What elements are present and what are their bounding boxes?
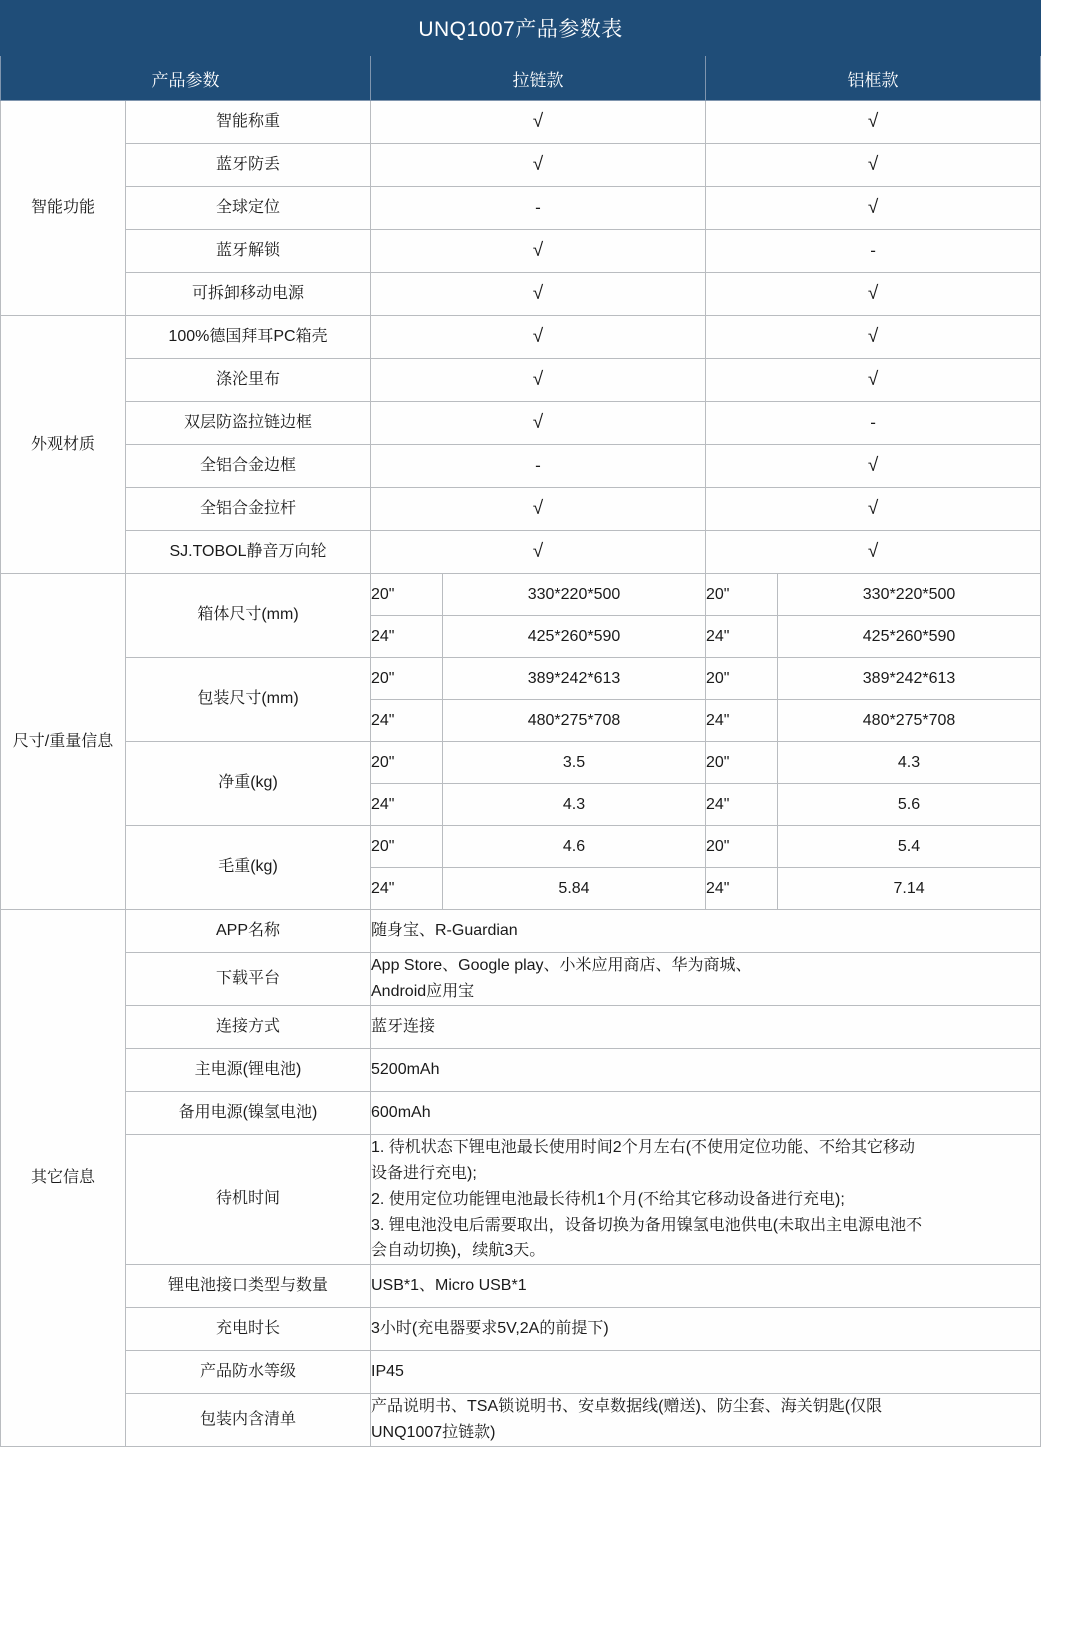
param-name: 净重(kg) [126, 742, 371, 826]
size-label-zipper: 20" [371, 742, 443, 784]
param-name: 箱体尺寸(mm) [126, 574, 371, 658]
check-icon: √ [532, 369, 544, 390]
value-zipper [371, 316, 706, 359]
value-zipper [371, 445, 706, 488]
table-row [1, 574, 1041, 616]
table-row [1, 402, 1041, 445]
group-label-smart: 智能功能 [1, 101, 126, 316]
value-zipper [371, 187, 706, 230]
table-row [1, 826, 1041, 868]
value-zipper [371, 144, 706, 187]
size-label-zipper: 20" [371, 658, 443, 700]
value-aluminum [706, 402, 1041, 445]
size-label-zipper: 20" [371, 826, 443, 868]
value-zipper: 389*242*613 [443, 658, 706, 700]
value-zipper [371, 101, 706, 144]
value-zipper: 330*220*500 [443, 574, 706, 616]
group-label-appearance: 外观材质 [1, 316, 126, 574]
value-zipper: 5.84 [443, 868, 706, 910]
param-name: 包装尺寸(mm) [126, 658, 371, 742]
table-row [1, 316, 1041, 359]
value-aluminum [706, 187, 1041, 230]
value-zipper [371, 402, 706, 445]
table-row [1, 910, 1041, 953]
value-package-list [371, 1394, 1041, 1447]
check-icon: √ [532, 498, 544, 519]
table-row [1, 187, 1041, 230]
check-icon: √ [532, 326, 544, 347]
value-aluminum: 5.4 [778, 826, 1041, 868]
check-icon: √ [532, 154, 544, 175]
size-label-aluminum: 24" [706, 868, 778, 910]
standby-line: 3. 锂电池没电后需要取出，设备切换为备用镍氢电池供电(未取出主电源电池不 [371, 1216, 923, 1234]
value-zipper: 4.3 [443, 784, 706, 826]
table-row [1, 1308, 1041, 1351]
param-name: 全球定位 [126, 187, 371, 230]
dash-icon: - [870, 413, 876, 432]
value-aluminum: 4.3 [778, 742, 1041, 784]
check-icon: √ [867, 498, 879, 519]
table-row [1, 1394, 1041, 1447]
size-label-aluminum: 20" [706, 826, 778, 868]
table-row [1, 742, 1041, 784]
value-charge-time: 3小时(充电器要求5V,2A的前提下) [371, 1308, 1041, 1351]
param-name: 全铝合金边框 [126, 445, 371, 488]
size-label-zipper: 24" [371, 700, 443, 742]
value-aluminum: 7.14 [778, 868, 1041, 910]
sheet-title: UNQ1007产品参数表 [1, 1, 1041, 56]
check-icon: √ [867, 455, 879, 476]
param-name: 智能称重 [126, 101, 371, 144]
group-label-other: 其它信息 [1, 910, 126, 1447]
value-connection-type: 蓝牙连接 [371, 1005, 1041, 1048]
param-name: 双层防盗拉链边框 [126, 402, 371, 445]
value-line: 产品说明书、TSA锁说明书、安卓数据线(赠送)、防尘套、海关钥匙(仅限 [371, 1398, 883, 1416]
check-icon: √ [867, 541, 879, 562]
table-row [1, 1134, 1041, 1265]
param-name: 备用电源(镍氢电池) [126, 1091, 371, 1134]
check-icon: √ [867, 197, 879, 218]
size-label-aluminum: 24" [706, 784, 778, 826]
value-line: UNQ1007拉链款) [371, 1424, 496, 1442]
check-icon: √ [532, 111, 544, 132]
param-name: 全铝合金拉杆 [126, 488, 371, 531]
dash-icon: - [535, 456, 541, 475]
value-zipper [371, 359, 706, 402]
value-aluminum [706, 101, 1041, 144]
title-row [1, 1, 1041, 56]
param-name: 待机时间 [126, 1134, 371, 1265]
value-zipper [371, 531, 706, 574]
param-name: 连接方式 [126, 1005, 371, 1048]
param-name: 蓝牙防丢 [126, 144, 371, 187]
check-icon: √ [532, 541, 544, 562]
header-zipper-model: 拉链款 [371, 56, 706, 101]
value-aluminum: 5.6 [778, 784, 1041, 826]
param-name: 100%德国拜耳PC箱壳 [126, 316, 371, 359]
value-main-power: 5200mAh [371, 1048, 1041, 1091]
value-aluminum [706, 445, 1041, 488]
param-name: 蓝牙解锁 [126, 230, 371, 273]
value-download-platform [371, 953, 1041, 1006]
value-port-type: USB*1、Micro USB*1 [371, 1265, 1041, 1308]
check-icon: √ [867, 369, 879, 390]
value-zipper: 480*275*708 [443, 700, 706, 742]
param-name: APP名称 [126, 910, 371, 953]
table-row [1, 1048, 1041, 1091]
dash-icon: - [870, 241, 876, 260]
value-aluminum: 425*260*590 [778, 616, 1041, 658]
param-name: 主电源(锂电池) [126, 1048, 371, 1091]
table-row [1, 359, 1041, 402]
param-name: 涤沦里布 [126, 359, 371, 402]
standby-line: 1. 待机状态下锂电池最长使用时间2个月左右(不使用定位功能、不给其它移动 [371, 1138, 916, 1156]
table-row [1, 144, 1041, 187]
check-icon: √ [532, 283, 544, 304]
value-line: App Store、Google play、小米应用商店、华为商城、 [371, 957, 752, 974]
value-aluminum: 480*275*708 [778, 700, 1041, 742]
value-aluminum [706, 316, 1041, 359]
check-icon: √ [532, 412, 544, 433]
check-icon: √ [867, 154, 879, 175]
check-icon: √ [867, 283, 879, 304]
param-name: 包装内含清单 [126, 1394, 371, 1447]
value-zipper [371, 230, 706, 273]
size-label-aluminum: 20" [706, 742, 778, 784]
value-aluminum [706, 531, 1041, 574]
value-zipper: 425*260*590 [443, 616, 706, 658]
param-name: 可拆卸移动电源 [126, 273, 371, 316]
value-standby-time [371, 1134, 1041, 1265]
value-aluminum [706, 488, 1041, 531]
value-backup-power: 600mAh [371, 1091, 1041, 1134]
standby-line: 会自动切换)，续航3天。 [371, 1242, 546, 1260]
size-label-zipper: 24" [371, 868, 443, 910]
table-row [1, 1005, 1041, 1048]
header-param: 产品参数 [1, 56, 371, 101]
table-row [1, 230, 1041, 273]
value-app-name: 随身宝、R-Guardian [371, 910, 1041, 953]
table-row [1, 488, 1041, 531]
param-name: 下载平台 [126, 953, 371, 1006]
value-zipper: 4.6 [443, 826, 706, 868]
param-name: 毛重(kg) [126, 826, 371, 910]
param-name: 锂电池接口类型与数量 [126, 1265, 371, 1308]
size-label-aluminum: 20" [706, 658, 778, 700]
value-aluminum: 389*242*613 [778, 658, 1041, 700]
table-row [1, 1265, 1041, 1308]
table-row [1, 273, 1041, 316]
value-aluminum: 330*220*500 [778, 574, 1041, 616]
standby-line: 2. 使用定位功能锂电池最长待机1个月(不给其它移动设备进行充电); [371, 1190, 845, 1208]
table-row [1, 1351, 1041, 1394]
dash-icon: - [535, 198, 541, 217]
value-aluminum [706, 230, 1041, 273]
check-icon: √ [867, 111, 879, 132]
header-aluminum-model: 铝框款 [706, 56, 1041, 101]
check-icon: √ [532, 240, 544, 261]
value-zipper: 3.5 [443, 742, 706, 784]
value-aluminum [706, 359, 1041, 402]
group-label-dimension: 尺寸/重量信息 [1, 574, 126, 910]
param-name: SJ.TOBOL静音万向轮 [126, 531, 371, 574]
size-label-zipper: 24" [371, 784, 443, 826]
table-row [1, 531, 1041, 574]
size-label-zipper: 24" [371, 616, 443, 658]
size-label-zipper: 20" [371, 574, 443, 616]
table-row [1, 1091, 1041, 1134]
value-zipper [371, 273, 706, 316]
value-aluminum [706, 144, 1041, 187]
table-row [1, 445, 1041, 488]
column-header-row [1, 56, 1041, 101]
size-label-aluminum: 24" [706, 616, 778, 658]
param-name: 充电时长 [126, 1308, 371, 1351]
size-label-aluminum: 24" [706, 700, 778, 742]
value-line: Android应用宝 [371, 982, 475, 1000]
value-zipper [371, 488, 706, 531]
table-row [1, 953, 1041, 1006]
size-label-aluminum: 20" [706, 574, 778, 616]
value-waterproof-grade: IP45 [371, 1351, 1041, 1394]
value-aluminum [706, 273, 1041, 316]
table-row [1, 658, 1041, 700]
check-icon: √ [867, 326, 879, 347]
standby-line: 设备进行充电); [371, 1164, 477, 1182]
param-name: 产品防水等级 [126, 1351, 371, 1394]
table-row [1, 101, 1041, 144]
